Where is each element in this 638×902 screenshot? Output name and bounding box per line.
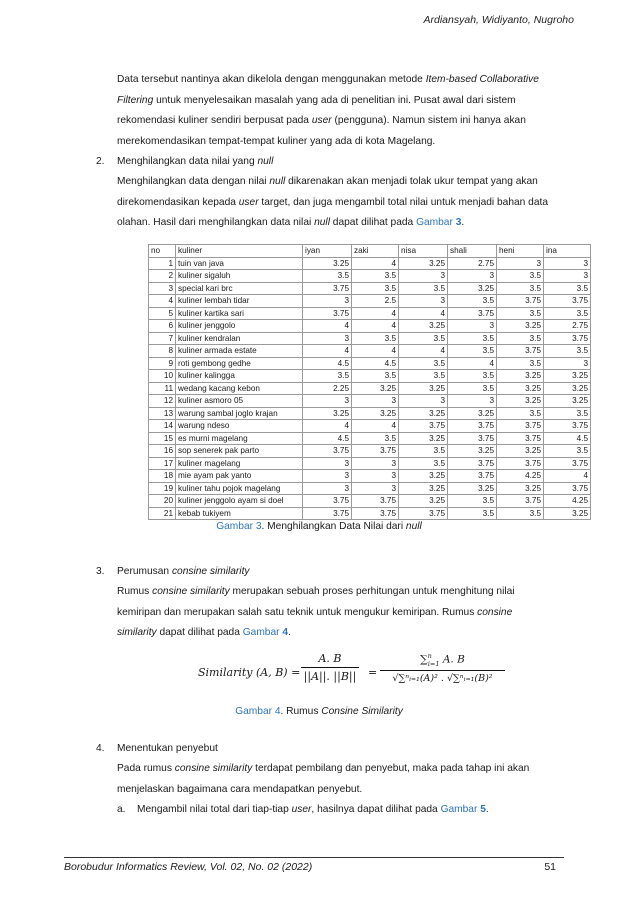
table-cell: 4: [399, 307, 448, 320]
s2-l2a: direkomendasikan kepada: [117, 196, 239, 208]
table-row: [149, 295, 591, 308]
table-row: [149, 457, 591, 470]
figure4-caption: [0, 706, 638, 717]
table-cell: kuliner magelang: [176, 457, 303, 470]
intro-line3-italic: user: [311, 115, 332, 126]
s3-l2: kemiripan dan merupakan salah satu teknik untuk mengukur kemiripan. Rumus: [117, 606, 478, 618]
table-cell: 3.25: [497, 320, 544, 333]
table-cell: 3.75: [497, 432, 544, 445]
figure5-link-text: Gambar: [440, 804, 481, 815]
table-cell: 3.25: [497, 482, 544, 495]
table-row: [149, 445, 591, 458]
s2-l1a: Menghilangkan data dengan nilai: [117, 176, 270, 187]
table-cell: 4: [303, 420, 352, 433]
figure4-caption-link[interactable]: Gambar 4: [235, 706, 281, 717]
figure5-link-num: 5: [480, 804, 486, 815]
table-cell: 3: [544, 357, 591, 370]
table-cell: 3: [544, 257, 591, 270]
table-cell: kuliner asmoro 05: [176, 395, 303, 408]
table-cell: 3: [352, 457, 399, 470]
table-cell: 2: [149, 270, 176, 283]
table-cell: 3.25: [352, 382, 399, 395]
table-cell: 3.5: [497, 332, 544, 345]
table-cell: 3.25: [399, 495, 448, 508]
s4a-end: .: [485, 804, 489, 815]
formula-num2-body: A. B: [439, 653, 465, 666]
section3-number: 3.: [96, 566, 105, 577]
table-cell: 3.5: [544, 345, 591, 358]
table-header-cell: heni: [497, 245, 544, 258]
table-cell: 3.25: [399, 470, 448, 483]
section3-title-text: Perumusan: [117, 566, 172, 577]
table-cell: 3.5: [303, 370, 352, 383]
table-cell: 3.75: [352, 445, 399, 458]
section3-title-italic: consine similarity: [171, 566, 250, 577]
table-row: [149, 282, 591, 295]
table-cell: es murni magelang: [176, 432, 303, 445]
table-cell: 16: [149, 445, 176, 458]
section4-paragraph: [117, 759, 562, 800]
s2-l3b: dapat dilihat pada: [329, 217, 417, 228]
table-cell: 3: [448, 270, 497, 283]
table-row: [149, 420, 591, 433]
table-row: [149, 257, 591, 270]
table-row: [149, 332, 591, 345]
table-cell: 3: [497, 257, 544, 270]
table-cell: 3.75: [544, 420, 591, 433]
table-cell: 4.5: [303, 357, 352, 370]
table-cell: 3.25: [448, 407, 497, 420]
table-cell: 3: [352, 482, 399, 495]
table-cell: 2.25: [303, 382, 352, 395]
table-cell: 3.25: [303, 407, 352, 420]
table-cell: kuliner jenggolo: [176, 320, 303, 333]
table-cell: 3.5: [497, 507, 544, 520]
formula-den2: √∑ⁿᵢ₌₁(A)² . √∑ⁿᵢ₌₁(B)²: [392, 672, 493, 684]
s4-l1b: terdapat pembilang dan penyebut, maka pada tahap ini akan: [252, 763, 530, 774]
table-cell: kuliner armada estate: [176, 345, 303, 358]
table-cell: 3.25: [448, 445, 497, 458]
table-cell: 3.25: [399, 257, 448, 270]
table-cell: 3.25: [497, 445, 544, 458]
table-cell: 3.25: [399, 482, 448, 495]
table-cell: 4: [149, 295, 176, 308]
table-cell: 3.5: [448, 295, 497, 308]
s3-l3-italic: similarity: [117, 627, 157, 638]
figure3-link-text: Gambar: [416, 217, 456, 228]
footer-journal: Borobudur Informatics Review, Vol. 02, No. 02 (2022): [64, 861, 313, 873]
table-row: [149, 395, 591, 408]
table-cell: 3.5: [544, 307, 591, 320]
section2-title-italic: null: [257, 156, 274, 167]
s4a-text-b: , hasilnya dapat dilihat pada: [311, 804, 441, 815]
section2-number: 2.: [96, 156, 105, 167]
intro-line1-italic: Item-based Collaborative: [425, 74, 539, 85]
figure4-caption-text: . Rumus: [280, 706, 322, 717]
table-cell: 3.25: [544, 382, 591, 395]
table-cell: 3.5: [448, 495, 497, 508]
table-cell: 1: [149, 257, 176, 270]
table-cell: 3.5: [544, 282, 591, 295]
table-row: [149, 382, 591, 395]
table-cell: roti gembong gedhe: [176, 357, 303, 370]
table-cell: 3.25: [544, 507, 591, 520]
table-cell: 3.5: [448, 345, 497, 358]
s2-l2b: target, dan juga mengambil total nilai untuk menjadi bahan data: [258, 196, 548, 208]
table-header-cell: no: [149, 245, 176, 258]
formula-den1: ||A||. ||B||: [303, 670, 357, 683]
table-row: [149, 345, 591, 358]
table-cell: 3.25: [497, 395, 544, 408]
table-cell: 3.75: [448, 470, 497, 483]
table-cell: 10: [149, 370, 176, 383]
table-header-cell: ina: [544, 245, 591, 258]
table-cell: 4: [303, 345, 352, 358]
table-cell: 3.25: [497, 370, 544, 383]
table-cell: 3.5: [352, 270, 399, 283]
table-cell: 4: [448, 357, 497, 370]
table-cell: 3.5: [352, 370, 399, 383]
table-cell: 3.75: [352, 495, 399, 508]
table-cell: wedang kacang kebon: [176, 382, 303, 395]
table-cell: 2.5: [352, 295, 399, 308]
table-cell: 3.5: [497, 282, 544, 295]
section4a-text: [137, 800, 489, 821]
table-cell: 3.5: [352, 282, 399, 295]
cosine-similarity-formula: [198, 650, 498, 700]
s4-l2: menjelaskan bagaimana cara mendapatkan penyebut.: [117, 783, 363, 795]
table-header-cell: zaki: [352, 245, 399, 258]
table-cell: kuliner tahu pojok magelang: [176, 482, 303, 495]
running-header-authors: Ardiansyah, Widiyanto, Nugroho: [423, 14, 574, 26]
table-cell: 14: [149, 420, 176, 433]
table-cell: 3: [448, 395, 497, 408]
table-cell: 3.5: [352, 432, 399, 445]
section2-title-text: Menghilangkan data nilai yang: [117, 156, 258, 167]
s3-l3-end: .: [288, 627, 291, 638]
table-cell: 3.25: [448, 482, 497, 495]
s2-l2-italic: user: [238, 196, 259, 208]
s2-l3-end: .: [461, 217, 465, 228]
table-cell: 8: [149, 345, 176, 358]
table-cell: 3.25: [399, 432, 448, 445]
intro-line2-text: untuk menyelesaikan masalah yang ada di penelitian ini. Pusat awal dari sistem: [153, 94, 516, 106]
section2-paragraph: [117, 172, 562, 234]
table-cell: 11: [149, 382, 176, 395]
formula-lhs: Similarity (A, B) =: [198, 666, 301, 679]
s3-l3b: dapat dilihat pada: [156, 627, 243, 638]
table-row: [149, 470, 591, 483]
table-cell: 3: [352, 470, 399, 483]
table-cell: 3.75: [303, 307, 352, 320]
table-cell: 3.5: [448, 332, 497, 345]
s3-l1-italic: consine similarity: [152, 586, 230, 597]
s3-l1b: merupakan sebuah proses perhitungan untuk menghitung nilai: [229, 586, 515, 597]
table-header-row: [149, 245, 591, 258]
table-cell: 3.75: [497, 295, 544, 308]
formula-sum-lim: i=1: [427, 659, 440, 668]
table-cell: 3: [352, 395, 399, 408]
table-cell: 3.75: [497, 495, 544, 508]
table-cell: 19: [149, 482, 176, 495]
section2-title: [117, 152, 273, 173]
table-row: [149, 307, 591, 320]
formula-frac2: [380, 652, 505, 684]
table-cell: 3.5: [497, 407, 544, 420]
table-cell: 2.75: [448, 257, 497, 270]
table-cell: 3.75: [497, 457, 544, 470]
figure4-link-text: Gambar: [242, 627, 283, 638]
figure3-link-num: 3: [455, 217, 462, 228]
table-cell: 3.5: [544, 407, 591, 420]
table-cell: tuin van java: [176, 257, 303, 270]
section3-paragraph: [117, 582, 562, 644]
table-cell: special kari brc: [176, 282, 303, 295]
figure3-caption-text: . Menghilangkan Data Nilai dari: [261, 521, 406, 532]
table-cell: kuliner kendralan: [176, 332, 303, 345]
table-cell: 3: [303, 470, 352, 483]
table-row: [149, 357, 591, 370]
figure4-caption-italic: Consine Similarity: [321, 706, 403, 717]
table-cell: warung ndeso: [176, 420, 303, 433]
table-cell: 4.5: [544, 432, 591, 445]
table-cell: 3.5: [399, 457, 448, 470]
s2-l3-italic: null: [314, 217, 330, 228]
table-cell: 3.25: [448, 282, 497, 295]
table-cell: 3.75: [303, 495, 352, 508]
table-cell: 3.75: [544, 332, 591, 345]
table-header-cell: kuliner: [176, 245, 303, 258]
table-cell: 3: [399, 395, 448, 408]
table-cell: 3.75: [544, 457, 591, 470]
table-cell: 4: [352, 257, 399, 270]
table-cell: 3.75: [303, 507, 352, 520]
table-cell: 3.75: [303, 282, 352, 295]
table-cell: 3.5: [399, 357, 448, 370]
section4a-letter: a.: [117, 804, 126, 815]
table-cell: 4: [352, 420, 399, 433]
footer-divider: [64, 857, 564, 858]
table-cell: sop senerek pak parto: [176, 445, 303, 458]
table-cell: 3.5: [399, 282, 448, 295]
table-cell: 3.75: [399, 420, 448, 433]
table-cell: 3.5: [303, 270, 352, 283]
table-cell: 3.25: [303, 257, 352, 270]
table-cell: 3.5: [352, 332, 399, 345]
table-row: [149, 495, 591, 508]
table-cell: 3: [448, 320, 497, 333]
table-cell: 3.75: [303, 445, 352, 458]
table-cell: kebab tukiyem: [176, 507, 303, 520]
table-cell: kuliner sigaluh: [176, 270, 303, 283]
table-cell: 3.5: [497, 270, 544, 283]
table-header-cell: iyan: [303, 245, 352, 258]
ratings-table: [148, 244, 591, 520]
table-cell: 3: [303, 332, 352, 345]
table-cell: kuliner kalingga: [176, 370, 303, 383]
table-row: [149, 482, 591, 495]
table-cell: 17: [149, 457, 176, 470]
intro-line2-italic: Filtering: [117, 94, 154, 106]
table-cell: 3.25: [544, 370, 591, 383]
table-cell: 3.25: [399, 382, 448, 395]
table-cell: 3.75: [448, 420, 497, 433]
table-cell: 3.25: [544, 395, 591, 408]
figure3-caption-link[interactable]: Gambar 3: [216, 521, 262, 532]
table-cell: 3: [544, 270, 591, 283]
footer-page-number: 51: [544, 861, 556, 873]
s2-l1b: dikarenakan akan menjadi tolak ukur tempat yang akan: [285, 176, 538, 187]
table-row: [149, 407, 591, 420]
table-cell: 3.75: [448, 432, 497, 445]
table-cell: 3: [399, 295, 448, 308]
table-cell: 4: [352, 345, 399, 358]
table-cell: 4.25: [544, 495, 591, 508]
intro-line3-text-b: (pengguna). Namun sistem ini hanya akan: [331, 115, 526, 126]
table-cell: 3.75: [448, 457, 497, 470]
table-cell: 3.5: [448, 507, 497, 520]
table-row: [149, 270, 591, 283]
figure3-caption: [0, 521, 638, 532]
s4-l1-italic: consine similarity: [174, 763, 253, 774]
table-cell: 3.25: [399, 320, 448, 333]
formula-num1: A. B: [301, 652, 359, 668]
s2-l1-italic: null: [269, 176, 286, 187]
table-cell: 3.5: [544, 445, 591, 458]
section4-title: Menentukan penyebut: [117, 743, 218, 754]
table-cell: 4.5: [352, 357, 399, 370]
figure4-link-num: 4: [282, 627, 289, 638]
table-cell: 4: [399, 345, 448, 358]
figure3-link[interactable]: [416, 217, 461, 228]
table-cell: 3: [303, 482, 352, 495]
s3-l2-italic: consine: [477, 606, 513, 618]
table-header-cell: nisa: [399, 245, 448, 258]
table-cell: 3.75: [544, 482, 591, 495]
table-cell: warung sambal joglo krajan: [176, 407, 303, 420]
table-cell: 13: [149, 407, 176, 420]
table-cell: 3.75: [352, 507, 399, 520]
table-cell: kuliner jenggolo ayam si doel: [176, 495, 303, 508]
table-row: [149, 370, 591, 383]
figure4-link[interactable]: [243, 627, 288, 638]
table-cell: 3.5: [448, 382, 497, 395]
table-cell: 4: [544, 470, 591, 483]
table-cell: 3.5: [399, 445, 448, 458]
formula-sum-top: n: [427, 652, 432, 660]
table-cell: 9: [149, 357, 176, 370]
table-cell: 3.25: [497, 382, 544, 395]
section3-title: [117, 562, 250, 583]
table-row: [149, 320, 591, 333]
formula-equals: =: [368, 666, 378, 679]
table-cell: 3.5: [399, 332, 448, 345]
table-cell: 3: [149, 282, 176, 295]
table-cell: kuliner lembah tidar: [176, 295, 303, 308]
table-cell: 4: [352, 307, 399, 320]
formula-num2: [380, 652, 505, 671]
s4a-italic: user: [291, 804, 312, 815]
table-cell: 15: [149, 432, 176, 445]
formula-frac1: [301, 652, 359, 683]
s4-l1a: Pada rumus: [117, 763, 175, 774]
table-cell: 6: [149, 320, 176, 333]
intro-paragraph: [117, 70, 562, 152]
table-cell: 3.75: [497, 420, 544, 433]
table-cell: 3: [303, 395, 352, 408]
table-cell: kuliner kartika sari: [176, 307, 303, 320]
table-cell: 3.75: [448, 307, 497, 320]
table-cell: 3: [303, 457, 352, 470]
table-cell: 12: [149, 395, 176, 408]
table-cell: 3.75: [497, 345, 544, 358]
section4-number: 4.: [96, 743, 105, 754]
table-row: [149, 432, 591, 445]
table-cell: 3.5: [448, 370, 497, 383]
s3-l1a: Rumus: [117, 586, 153, 597]
figure5-link[interactable]: [441, 804, 486, 815]
table-cell: 3.25: [399, 407, 448, 420]
table-cell: 3.75: [399, 507, 448, 520]
intro-line3-text: rekomendasi kuliner sendiri berpusat pada: [117, 115, 312, 126]
table-cell: 18: [149, 470, 176, 483]
table-cell: 4.25: [497, 470, 544, 483]
table-header-cell: shali: [448, 245, 497, 258]
table-cell: 3: [399, 270, 448, 283]
table-cell: 3.25: [352, 407, 399, 420]
table-cell: mie ayam pak yanto: [176, 470, 303, 483]
s4a-text-a: Mengambil nilai total dari tiap-tiap: [137, 804, 292, 815]
table-cell: 4: [303, 320, 352, 333]
table-cell: 3.75: [544, 295, 591, 308]
table-cell: 4.5: [303, 432, 352, 445]
formula-sum-symbol: ∑: [420, 653, 428, 666]
table-cell: 7: [149, 332, 176, 345]
table-cell: 3.5: [399, 370, 448, 383]
intro-line4-text: merekomendasikan tempat-tempat kuliner yang ada di kota Magelang.: [117, 135, 436, 147]
table-cell: 21: [149, 507, 176, 520]
s2-l3a: olahan. Hasil dari menghilangkan data nilai: [117, 217, 315, 228]
table-cell: 20: [149, 495, 176, 508]
intro-line1-text: Data tersebut nantinya akan dikelola dengan menggunakan metode: [117, 74, 426, 85]
table-cell: 3.5: [497, 307, 544, 320]
table-cell: 5: [149, 307, 176, 320]
table-cell: 4: [352, 320, 399, 333]
table-cell: 3.5: [497, 357, 544, 370]
table-cell: 3: [303, 295, 352, 308]
table-cell: 2.75: [544, 320, 591, 333]
table-row: [149, 507, 591, 520]
figure3-caption-italic: null: [405, 521, 422, 532]
